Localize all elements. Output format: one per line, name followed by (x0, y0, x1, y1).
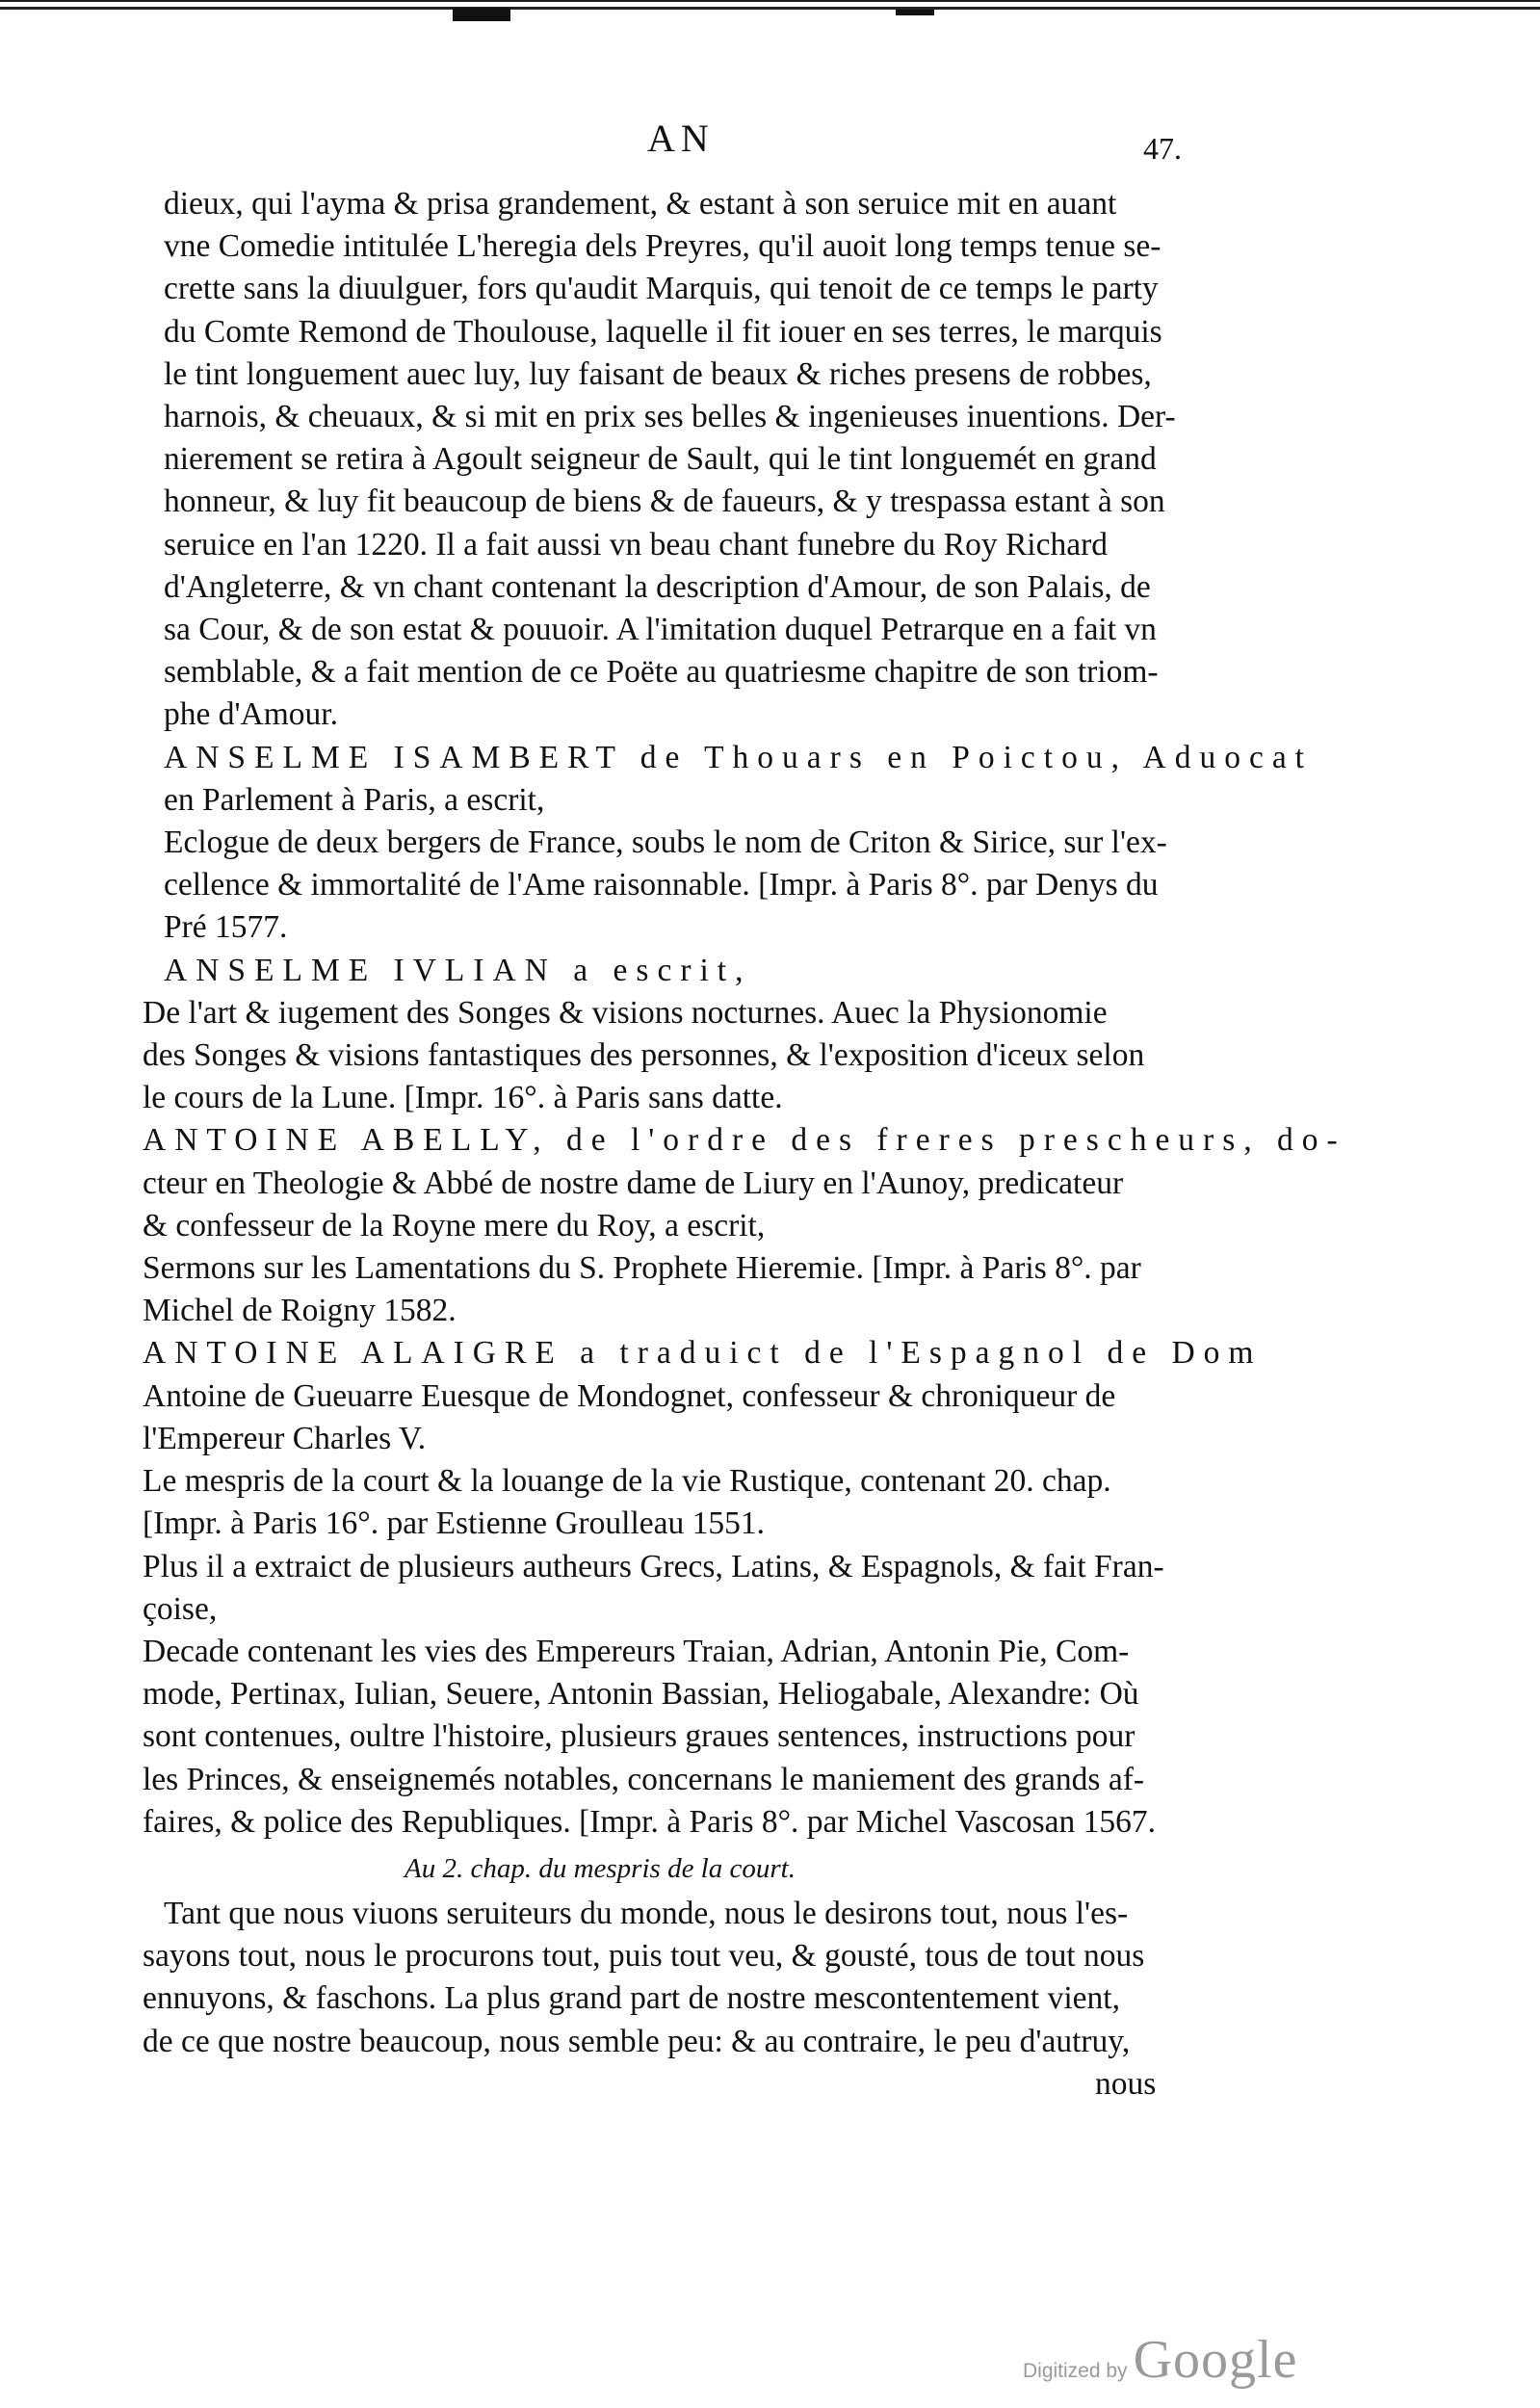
text-line: sa Cour, & de son estat & pouuoir. A l'imitation duquel Petrarque en a fait vn (164, 612, 1157, 648)
text-line: [Impr. à Paris 16°. par Estienne Groulleau 1551. (143, 1505, 766, 1542)
text-line: ANTOINE ALAIGRE a traduict de l'Espagnol de Dom (143, 1335, 1263, 1372)
text-line: mode, Pertinax, Iulian, Seuere, Antonin Bassian, Heliogabale, Alexandre: Où (143, 1676, 1139, 1713)
text-line: çoise, (143, 1590, 218, 1627)
text-line: Plus il a extraict de plusieurs autheurs Grecs, Latins, & Espagnols, & fait Fran- (143, 1548, 1164, 1584)
text-line: Sermons sur les Lamentations du S. Prophete Hieremie. [Impr. à Paris 8°. par (143, 1250, 1141, 1287)
quote-line: de ce que nostre beaucoup, nous semble peu: & au contraire, le peu d'autruy, (143, 2023, 1131, 2059)
text-line: faires, & police des Republiques. [Impr. à Paris 8°. par Michel Vascosan 1567. (143, 1803, 1156, 1840)
catchword: nous (1095, 2065, 1157, 2102)
quote-line: Tant que nous viuons seruiteurs du monde, nous le desirons tout, nous l'es- (164, 1895, 1129, 1931)
text-line: semblable, & a fait mention de ce Poëte au quatriesme chapitre de son triom- (164, 654, 1159, 691)
text-line: Antoine de Gueuarre Euesque de Mondognet, confesseur & chroniqueur de (143, 1377, 1116, 1414)
text-line: cteur en Theologie & Abbé de nostre dame de Liury en l'Aunoy, predicateur (143, 1165, 1124, 1201)
body-text (108, 183, 1346, 1844)
text-line: ANSELME ISAMBERT de Thouars en Poictou, Aduocat (164, 739, 1313, 775)
text-line: Pré 1577. (164, 909, 288, 946)
text-line: l'Empereur Charles V. (143, 1420, 427, 1456)
watermark-logo: Google (1133, 2330, 1298, 2390)
quoted-passage (108, 1893, 1264, 2063)
page-header (108, 116, 1264, 183)
text-line: phe d'Amour. (164, 696, 338, 733)
text-line: en Parlement à Paris, a escrit, (164, 781, 545, 818)
text-line: honneur, & luy fit beaucoup de biens & de faueurs, & y trespassa estant à son (164, 484, 1165, 520)
text-line: Michel de Roigny 1582. (143, 1293, 457, 1329)
text-line: sont contenues, oultre l'histoire, plusieurs graues sentences, instructions pour (143, 1718, 1135, 1755)
text-line: cellence & immortalité de l'Ame raisonnable. [Impr. à Paris 8°. par Denys du (164, 867, 1159, 903)
scan-ink-mark (896, 10, 934, 15)
text-line: nierement se retira à Agoult seigneur de Sault, qui le tint longuemét en grand (164, 441, 1157, 478)
text-line: ANTOINE ABELLY, de l'ordre des freres prescheurs, do- (143, 1122, 1346, 1159)
quote-line: ennuyons, & faschons. La plus grand part de nostre mescontentement vient, (143, 1980, 1120, 2017)
text-line: dieux, qui l'ayma & prisa grandement, & estant à son seruice mit en auant (164, 186, 1117, 222)
text-line: ANSELME IVLIAN a escrit, (164, 952, 752, 988)
scan-ink-mark (453, 8, 510, 21)
running-head: AN (647, 117, 715, 160)
book-page (108, 116, 1346, 2106)
page-number: 47. (1143, 131, 1182, 166)
watermark-prefix: Digitized by (1023, 2360, 1128, 2382)
text-line: harnois, & cheuaux, & si mit en prix ses belles & ingenieuses inuentions. Der- (164, 399, 1176, 435)
text-line: d'Angleterre, & vn chant contenant la description d'Amour, de son Palais, de (164, 568, 1151, 605)
text-line: De l'art & iugement des Songes & visions nocturnes. Auec la Physionomie (143, 994, 1108, 1031)
section-heading: Au 2. chap. du mespris de la court. (405, 1852, 796, 1884)
text-line: Decade contenant les vies des Empereurs Traian, Adrian, Antonin Pie, Com- (143, 1633, 1130, 1669)
text-line: Eclogue de deux bergers de France, soubs le nom de Criton & Sirice, sur l'ex- (164, 824, 1167, 861)
text-line: seruice en l'an 1220. Il a fait aussi vn beau chant funebre du Roy Richard (164, 526, 1109, 563)
quote-line: sayons tout, nous le procurons tout, puis tout veu, & gousté, tous de tout nous (143, 1938, 1145, 1975)
text-line: le cours de la Lune. [Impr. 16°. à Paris sans datte. (143, 1080, 783, 1116)
scan-top-edge (0, 0, 1540, 25)
text-line: vne Comedie intitulée L'heregia dels Preyres, qu'il auoit long temps tenue se- (164, 228, 1162, 265)
text-line: le tint longuement auec luy, luy faisant de beaux & riches presens de robbes, (164, 355, 1152, 392)
text-line: crette sans la diuulguer, fors qu'audit Marquis, qui tenoit de ce temps le party (164, 271, 1159, 307)
text-line: des Songes & visions fantastiques des personnes, & l'exposition d'iceux selon (143, 1037, 1145, 1074)
text-line: Le mespris de la court & la louange de la vie Rustique, contenant 20. chap. (143, 1463, 1111, 1500)
text-line: les Princes, & enseignemés notables, concernans le maniement des grands af- (143, 1761, 1145, 1797)
text-line: du Comte Remond de Thoulouse, laquelle il fit iouer en ses terres, le marquis (164, 313, 1162, 350)
digitization-watermark (1023, 2329, 1297, 2391)
text-line: & confesseur de la Royne mere du Roy, a escrit, (143, 1207, 766, 1243)
